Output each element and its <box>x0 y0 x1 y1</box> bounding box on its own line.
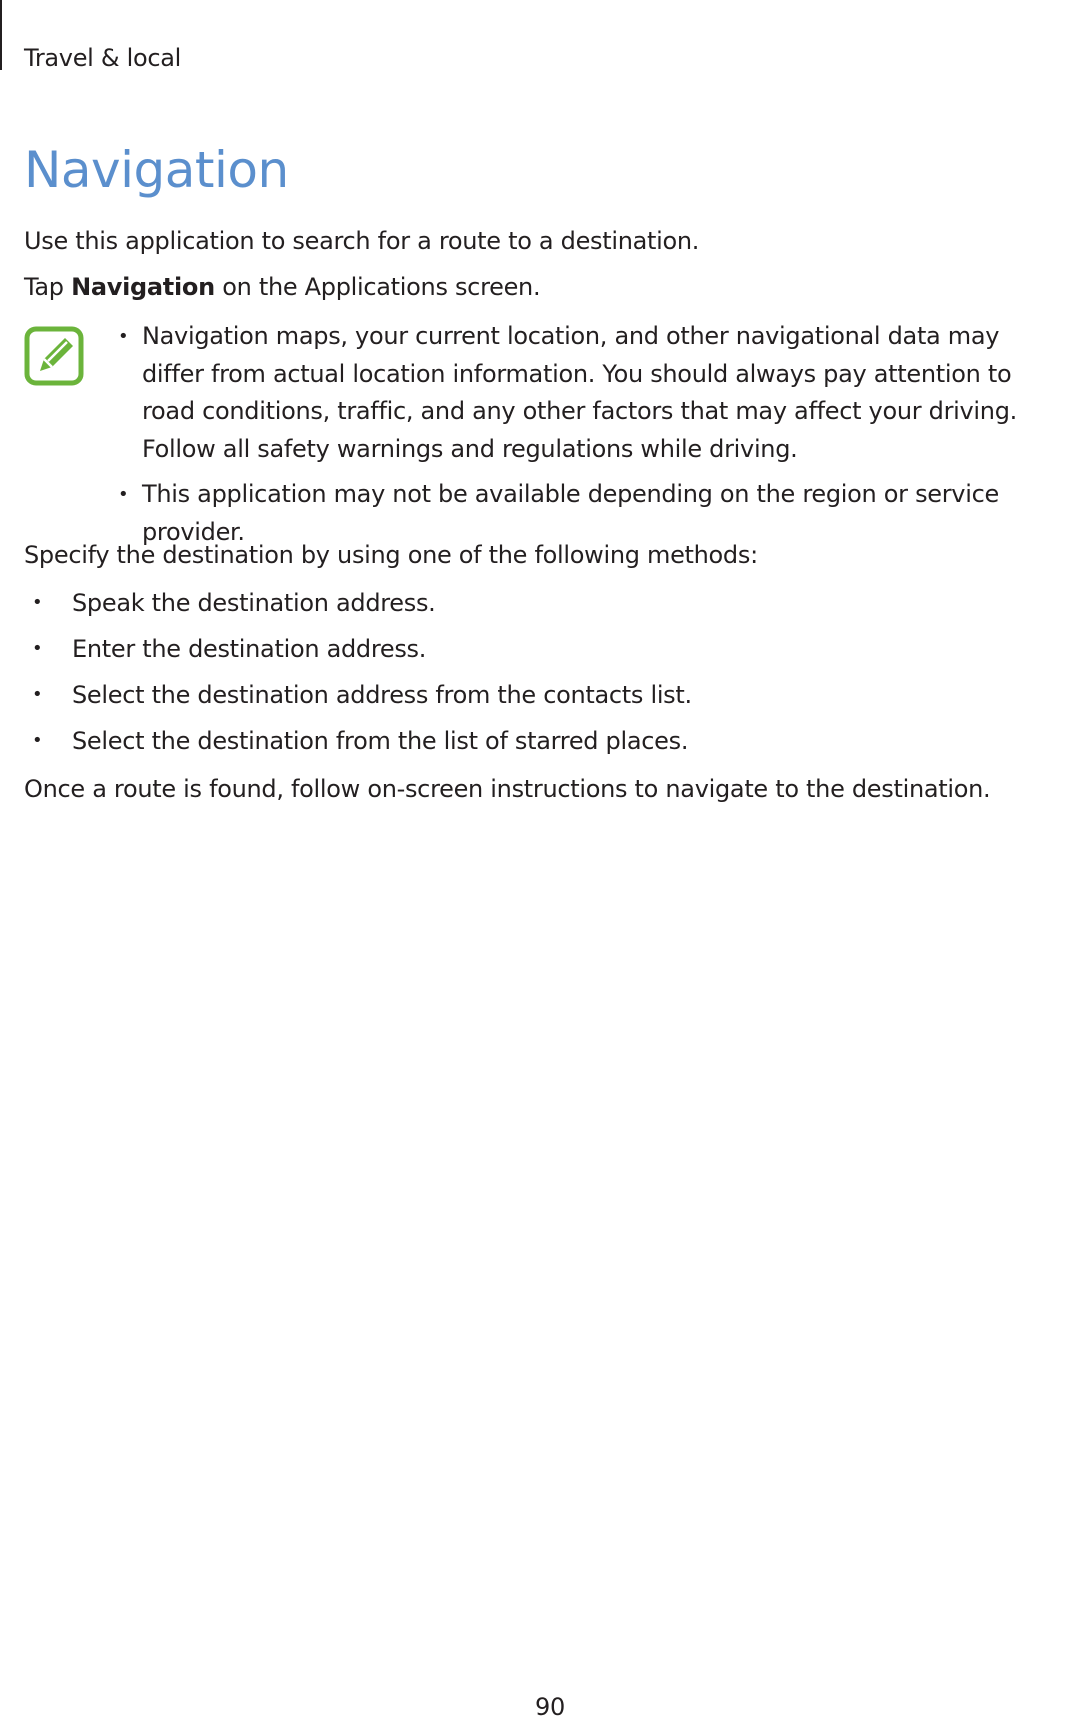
tap-instruction <box>24 272 540 302</box>
list-item <box>24 588 1024 634</box>
note-list <box>118 318 1058 559</box>
note-item <box>118 318 1058 468</box>
outro-text: Once a route is found, follow on-screen instructions to navigate to the destination. <box>24 775 991 803</box>
tap-instruction-suffix: on the Applications screen. <box>214 273 541 301</box>
note-item-text: This application may not be available depending on the region or service provider. <box>142 480 999 546</box>
method-text: Select the destination address from the contacts list. <box>72 681 692 709</box>
methods-intro: Specify the destination by using one of the following methods: <box>24 541 758 569</box>
bullet-dot: • <box>32 592 43 613</box>
methods-list <box>24 588 1024 772</box>
navigation-app-name: Navigation <box>71 273 215 301</box>
method-text: Enter the destination address. <box>72 635 427 663</box>
list-item <box>24 634 1024 680</box>
method-text: Select the destination from the list of starred places. <box>72 727 689 755</box>
note-item-text: Navigation maps, your current location, and other navigational data may differ from actual location information. You should always pay attention to road conditions, traffic, and any other factors that may affect your driving. Follow all safety warnings and regulations while driving. <box>142 322 1017 463</box>
intro-text: Use this application to search for a route to a destination. <box>24 227 700 255</box>
tap-instruction-prefix: Tap <box>24 273 72 301</box>
bullet-dot: • <box>118 326 129 347</box>
bullet-dot: • <box>118 484 129 505</box>
page-title: Navigation <box>24 141 289 199</box>
list-item <box>24 726 1024 772</box>
bullet-dot: • <box>32 684 43 705</box>
bullet-dot: • <box>32 730 43 751</box>
method-text: Speak the destination address. <box>72 589 436 617</box>
page-number: 90 <box>535 1693 565 1721</box>
list-item <box>24 680 1024 726</box>
note-pencil-icon <box>24 326 84 386</box>
header-rule <box>0 0 2 70</box>
section-header: Travel & local <box>24 44 182 72</box>
bullet-dot: • <box>32 638 43 659</box>
